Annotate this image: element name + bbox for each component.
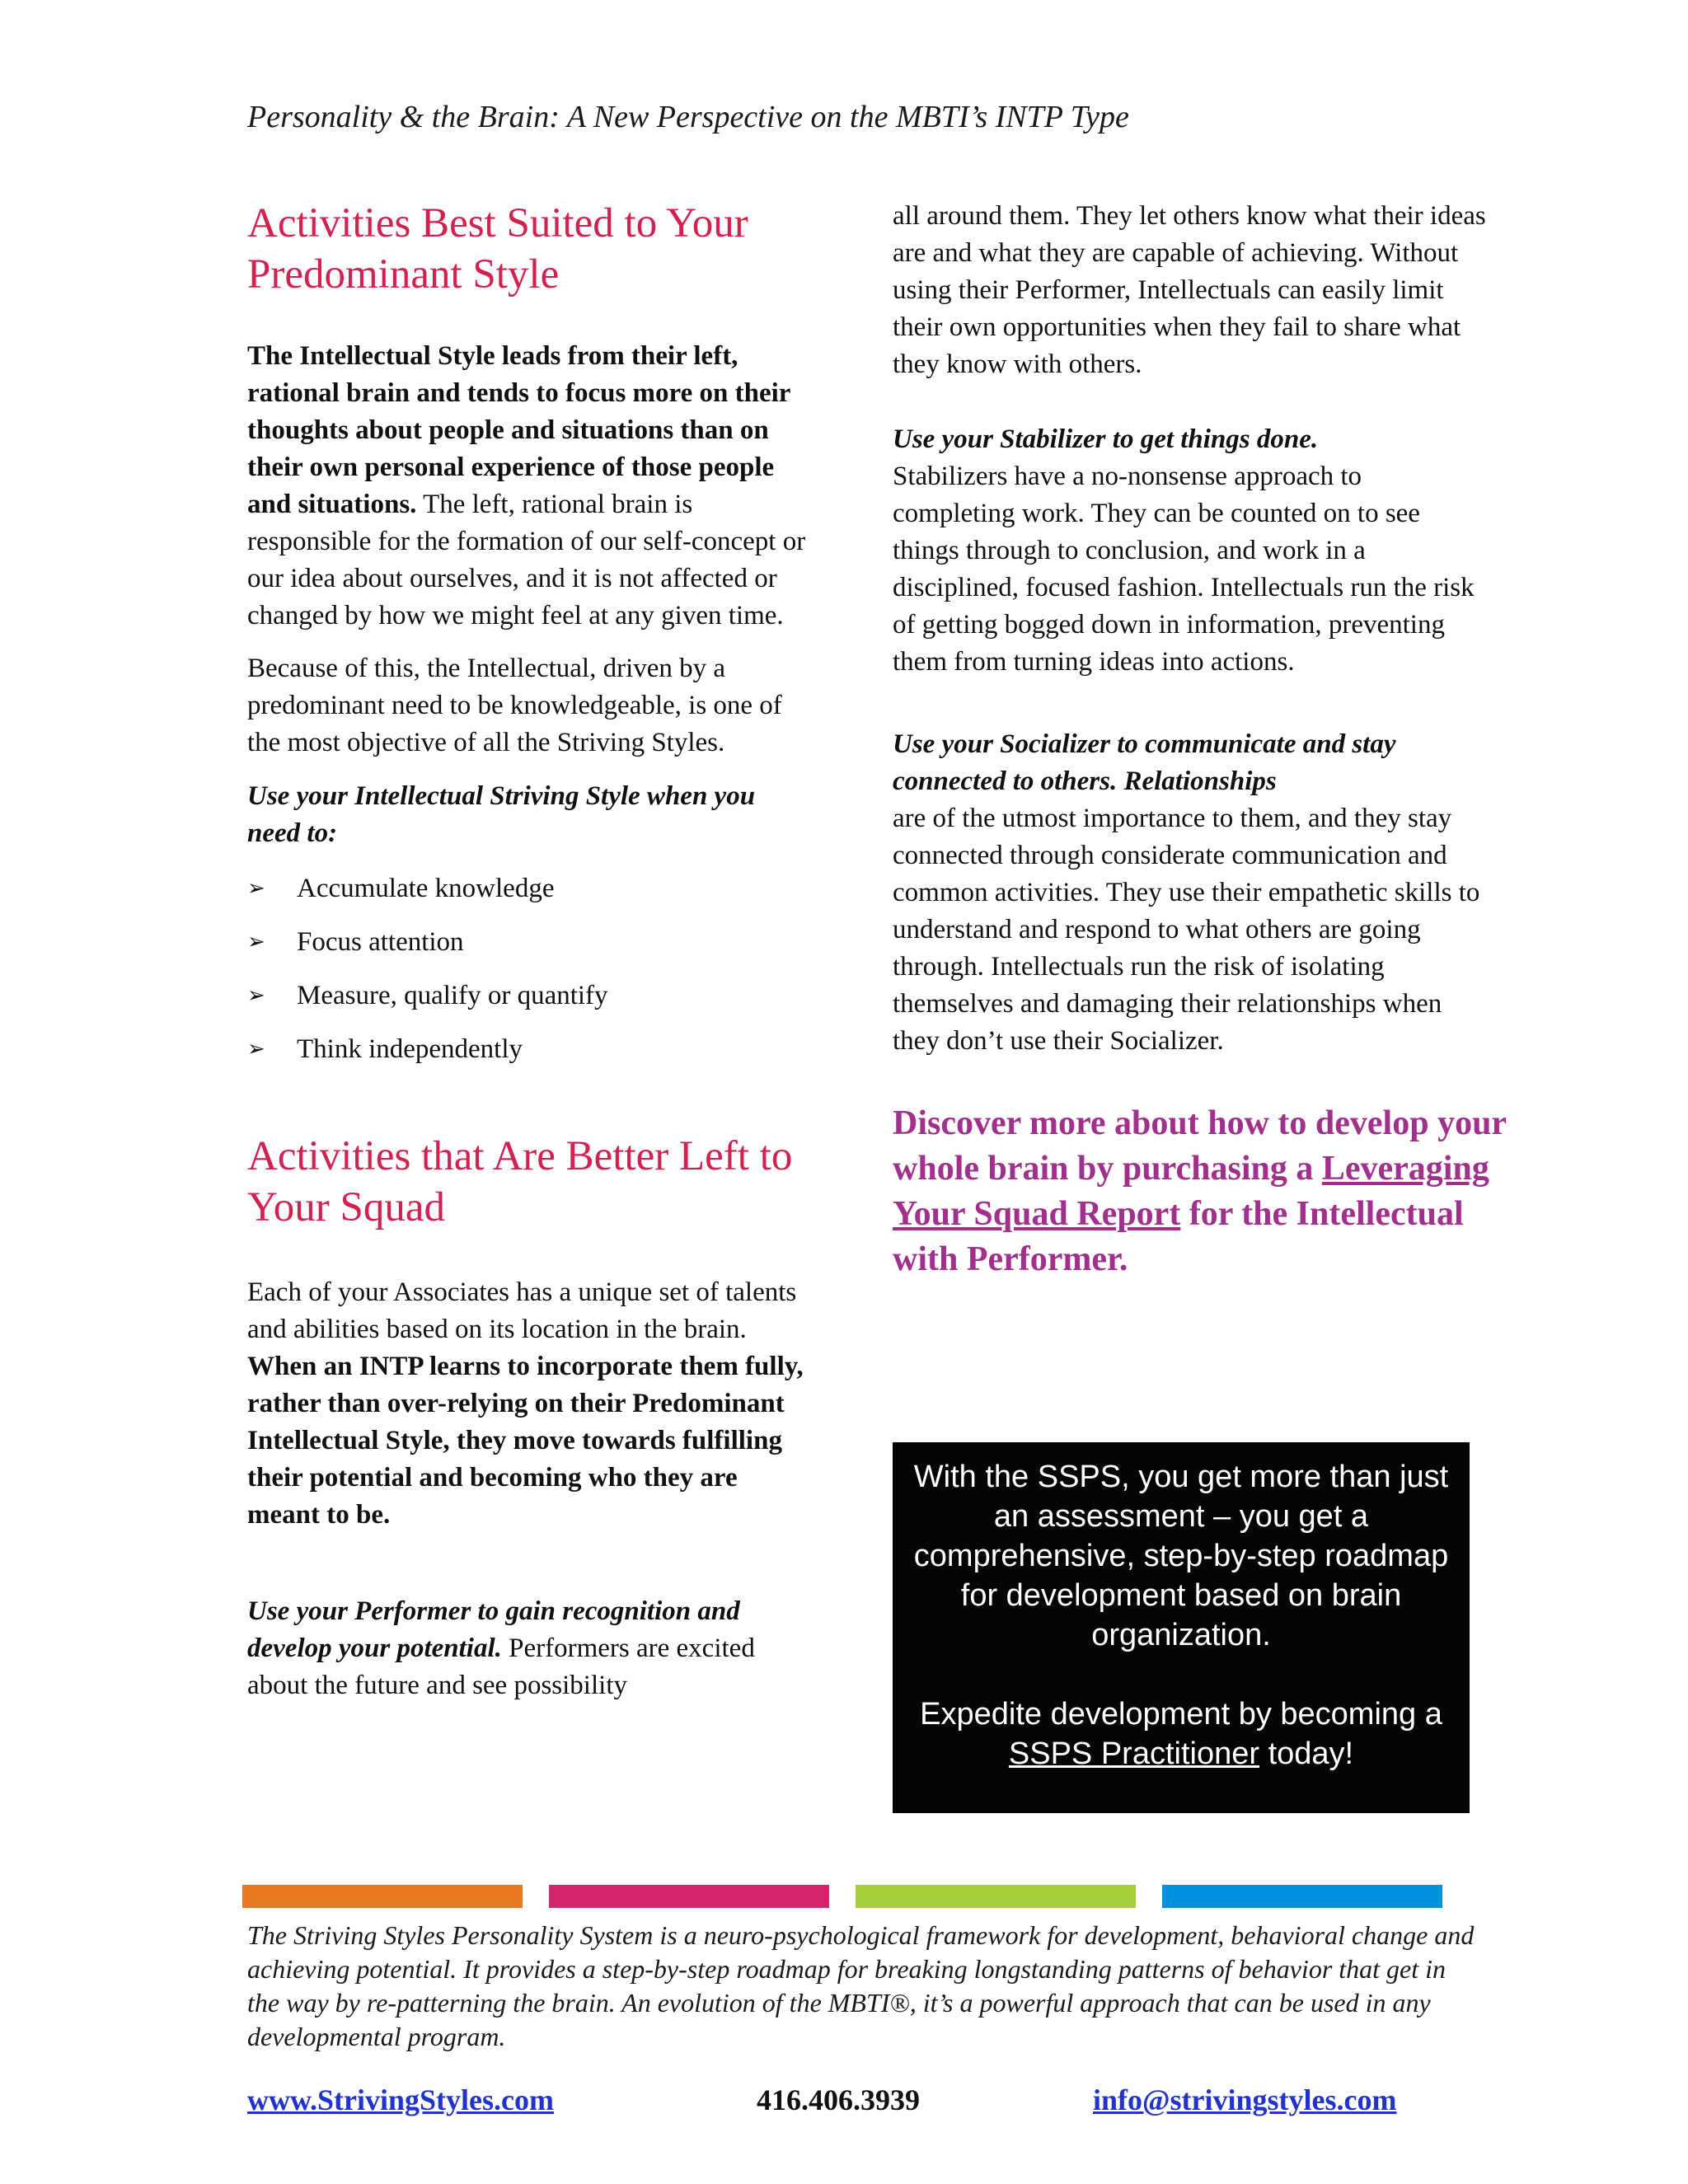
socializer-paragraph: are of the utmost importance to them, and they stay connected through considerate communication and common activities. They use their empathetic skills to understand and respond to what others are going through. Intellectuals run the risk of isolating themselves and damaging their relationships when they don’t use their Socializer.	[893, 804, 1480, 1056]
magenta-color-bar	[549, 1885, 829, 1908]
cta-text: Discover more about how to develop your whole brain by purchasing a Leveraging Your Squad Report for the Intellectual with Performer.	[893, 1104, 1507, 1278]
email-link[interactable]: info@strivingstyles.com	[1093, 2083, 1397, 2116]
arrow-bullet-icon: ➢	[247, 1037, 265, 1062]
arrow-bullet-icon: ➢	[247, 983, 265, 1008]
left-column	[247, 198, 808, 1704]
list-item: ➢ Accumulate knowledge	[247, 870, 808, 924]
socializer-heading: Use your Socializer to communicate and stay connected to others. Relationships	[893, 729, 1396, 796]
stabilizer-heading: Use your Stabilizer to get things done.	[893, 424, 1319, 454]
website-link-wrap	[247, 2082, 554, 2118]
heading-better-left: Activities that Are Better Left to Your Squad	[247, 1133, 793, 1230]
phone-number: 416.406.3939	[757, 2083, 920, 2116]
stabilizer-paragraph: Stabilizers have a no-nonsense approach to completing work. They can be counted on to see things through to conclusion, and work in a disciplined, focused fashion. Intellectuals run the risk of getting bogged down in information, preventing them from turning ideas into actions.	[893, 462, 1475, 677]
email-link-wrap	[1093, 2082, 1396, 2118]
intro-paragraph	[247, 338, 808, 635]
objective-paragraph: Because of this, the Intellectual, driven by a predominant need to be knowledgeable, is one of the most objective of all the Striving Styles.	[247, 654, 782, 757]
intro-bold-text: The Intellectual Style leads from their left, rational brain and tends to focus more on their thoughts about people and situations than on their own personal experience of those people and situations.	[247, 341, 790, 519]
ssps-practitioner-link[interactable]: SSPS Practitioner	[1008, 1736, 1260, 1771]
use-intellectual-heading: Use your Intellectual Striving Style when you need to:	[247, 781, 756, 848]
website-link[interactable]: www.StrivingStyles.com	[247, 2083, 554, 2116]
arrow-bullet-icon: ➢	[247, 930, 265, 954]
green-color-bar	[856, 1885, 1136, 1908]
squad-bold-text: When an INTP learns to incorporate them fully, rather than over-relying on their Predominant Intellectual Style, they move towards fulfilling their potential and becoming who they are meant to be.	[247, 1352, 804, 1530]
promo-box	[893, 1442, 1470, 1813]
page-header: Personality & the Brain: A New Perspective on the MBTI’s INTP Type	[247, 100, 1129, 134]
squad-report-link[interactable]: Leveraging Your Squad Report	[893, 1150, 1489, 1233]
bullet-list	[247, 870, 808, 1085]
performer-paragraph: Use your Performer to gain recognition and develop your potential. Performers are excited about the future and see possibility	[247, 1596, 755, 1700]
promo-text: With the SSPS, you get more than just an assessment – you get a comprehensive, step-by-step roadmap for development based on brain organization.	[913, 1460, 1449, 1652]
arrow-bullet-icon: ➢	[247, 876, 265, 901]
list-item: ➢ Think independently	[247, 1031, 808, 1085]
squad-paragraph: Each of your Associates has a unique set of talents and abilities based on its location in the brain. When an INTP learns to incorporate them fully, rather than over-relying on their Predominant Intellectual Style, they move towards fulfilling their potential and becoming who they are meant to be.	[247, 1277, 804, 1530]
heading-best-suited: Activities Best Suited to Your Predominant Style	[247, 200, 748, 298]
right-column	[893, 198, 1519, 1282]
orange-color-bar	[242, 1885, 523, 1908]
performer-heading: Use your Performer to gain recognition and develop your potential.	[247, 1596, 740, 1663]
intro-text: The left, rational brain is responsible for the formation of our self-concept or our idea about ourselves, and it is not affected or changed by how we might feel at any given time.	[247, 490, 806, 630]
performer-continued: all around them. They let others know what their ideas are and what they are capable of achieving. Without using their Performer, Intellectuals can easily limit their own opportunities when they fail to share what they know with others.	[893, 201, 1486, 379]
list-item: ➢ Measure, qualify or quantify	[247, 977, 808, 1031]
promo-cta-text: Expedite development by becoming a SSPS Practitioner today!	[920, 1697, 1442, 1771]
list-item: ➢ Focus attention	[247, 924, 808, 977]
blue-color-bar	[1162, 1885, 1442, 1908]
footer-note: The Striving Styles Personality System is a neuro-psychological framework for development, behavioral change and achieving potential. It provides a step-by-step roadmap for breaking longstanding patterns of behavior that get in the way by re-patterning the brain. An evolution of the MBTI®, it’s a powerful approach that can be used in any developmental program.	[247, 1920, 1475, 2051]
